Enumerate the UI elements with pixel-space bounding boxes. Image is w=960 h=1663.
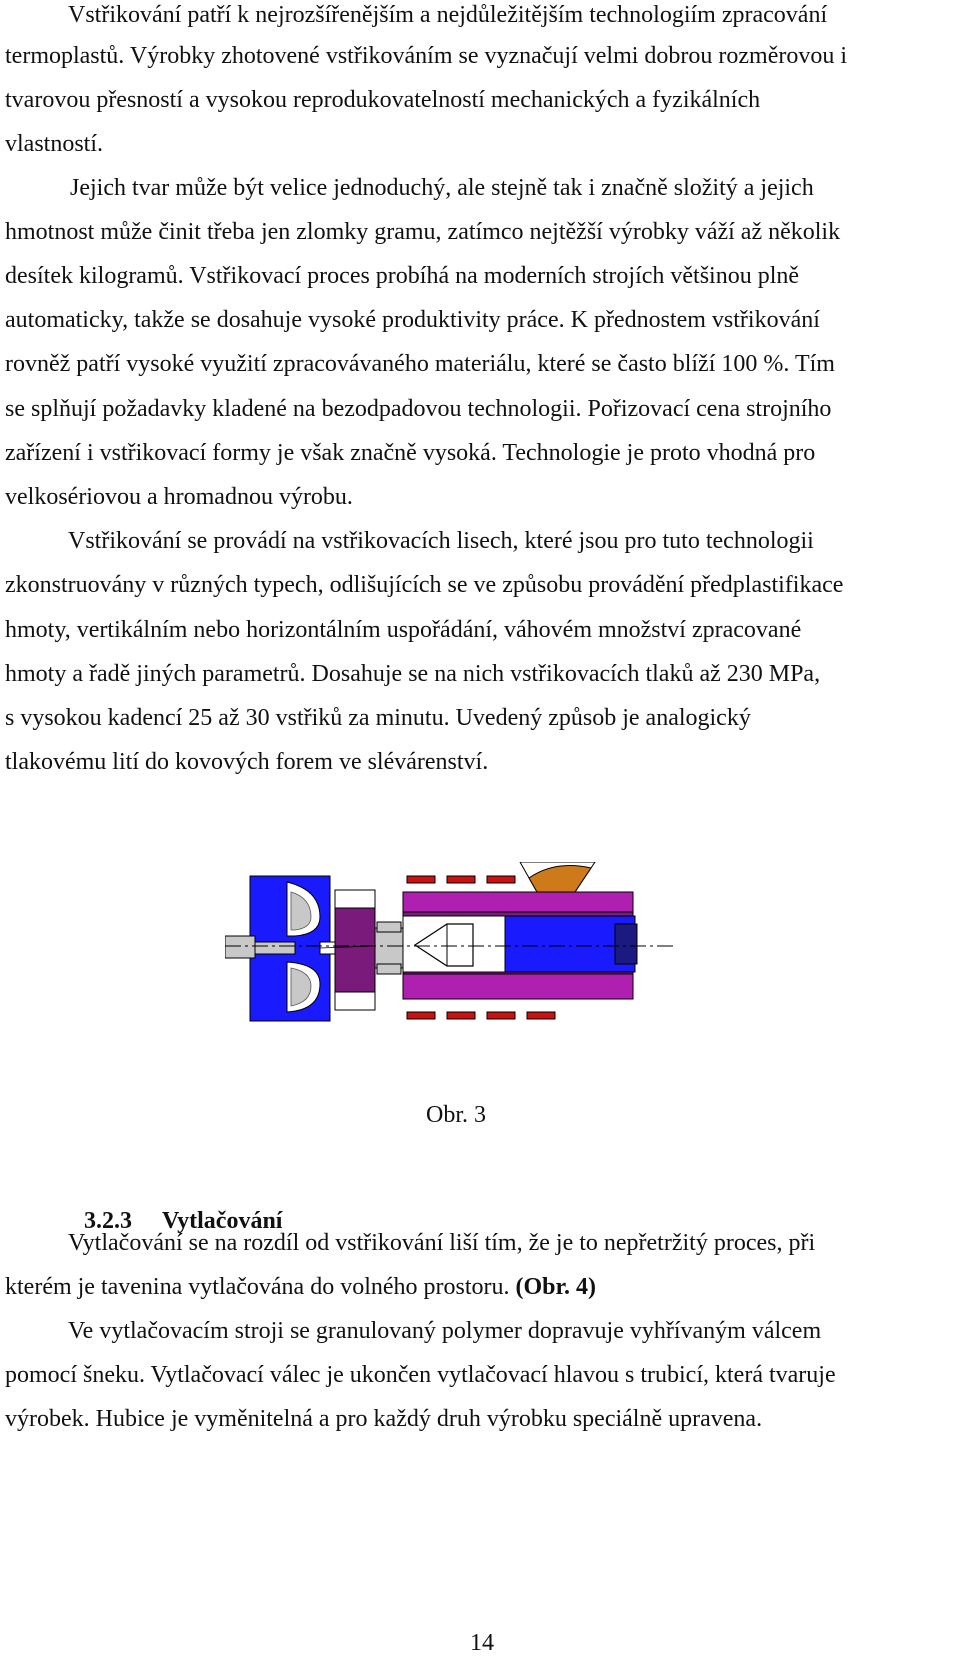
section-number: 3.2.3 [84, 1208, 132, 1234]
nozzle [375, 928, 403, 968]
body-text-line: tvarovou přesností a vysokou reprodukovatelností mechanických a fyzikálních [5, 87, 761, 113]
body-text-line: termoplastů. Výrobky zhotovené vstřikováním se vyznačují velmi dobrou rozměrovou i [5, 43, 848, 69]
section-title: Vytlačování [162, 1208, 283, 1234]
body-text-line: velkosériovou a hromadnou výrobu. [5, 484, 353, 510]
body-text-line: hmoty, vertikálním nebo horizontálním uspořádání, váhovém množství zpracované [5, 617, 802, 643]
figure-reference: (Obr. 4) [515, 1274, 596, 1300]
body-text-line: s vysokou kadencí 25 až 30 vstřiků za minutu. Uvedený způsob je analogický [5, 705, 751, 731]
body-text-line: výrobek. Hubice je vyměnitelná a pro každý druh výrobku speciálně upravena. [5, 1406, 763, 1432]
body-text-line: zkonstruovány v různých typech, odlišujících se ve způsobu provádění předplastifikace [5, 572, 844, 598]
body-text-line: rovněž patří vysoké využití zpracovávaného materiálu, které se často blíží 100 %. Tím [5, 351, 835, 377]
ejector-rod [225, 936, 255, 958]
body-text-line: tlakovému lití do kovových forem ve slévárenství. [5, 749, 489, 775]
body-text: kterém je tavenina vytlačována do volného prostoru. [5, 1274, 516, 1300]
body-text-line: vlastností. [5, 131, 104, 157]
body-text-line: Vytlačování se na rozdíl od vstřikování liší tím, že je to nepřetržitý proces, při [68, 1230, 816, 1256]
body-text-line: automaticky, takže se dosahuje vysoké produktivity práce. K přednostem vstřikování [5, 307, 820, 333]
body-text-line: hmoty a řadě jiných parametrů. Dosahuje se na nich vstřikovacích tlaků až 230 MPa, [5, 661, 821, 687]
body-text-line: Vstřikování se provádí na vstřikovacích lisech, které jsou pro tuto technologii [68, 528, 814, 554]
injection-molding-diagram [225, 862, 675, 1082]
body-text-line: Ve vytlačovacím stroji se granulovaný polymer dopravuje vyhřívaným válcem [68, 1318, 822, 1344]
body-text-line: Jejich tvar může být velice jednoduchý, ale stejně tak i značně složitý a jejich [70, 175, 814, 201]
page-number: 14 [470, 1630, 494, 1656]
body-text-line: Vstřikování patří k nejrozšířenějším a nejdůležitějším technologiím zpracování [68, 2, 828, 28]
body-text-line: zařízení i vstřikovací formy je však značně vysoká. Technologie je proto vhodná pro [5, 440, 816, 466]
body-text-line: desítek kilogramů. Vstřikovací proces probíhá na moderních strojích většinou plně [5, 263, 800, 289]
body-text-line: pomocí šneku. Vytlačovací válec je ukončen vytlačovací hlavou s trubicí, která tvaruje [5, 1362, 836, 1388]
body-text-line: hmotnost může činit třeba jen zlomky gramu, zatímco nejtěžší výrobky váží až několik [5, 219, 841, 245]
figure-caption: Obr. 3 [426, 1102, 486, 1128]
body-text-line [5, 1272, 596, 1302]
body-text-line: se splňují požadavky kladené na bezodpadovou technologii. Pořizovací cena strojního [5, 396, 832, 422]
